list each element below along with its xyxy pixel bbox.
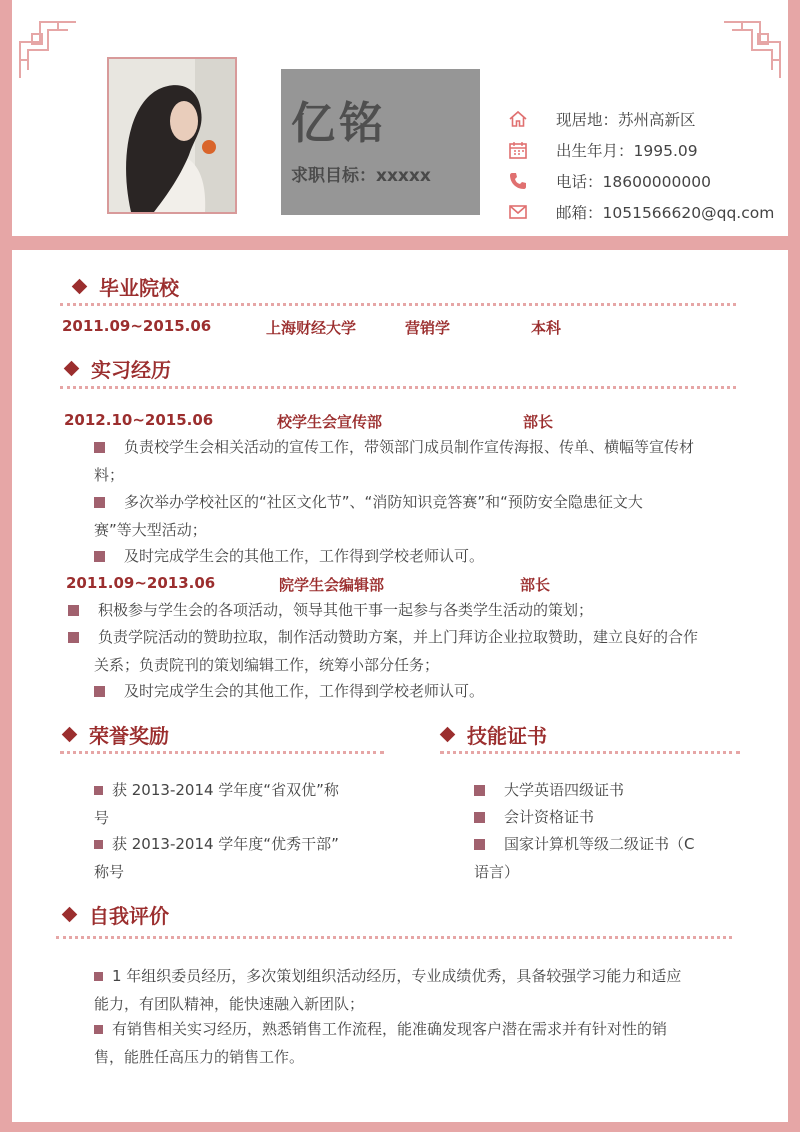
section-internship bbox=[66, 354, 171, 383]
section-title: 实习经历 bbox=[91, 358, 171, 382]
section-skills bbox=[442, 720, 547, 749]
home-icon bbox=[508, 109, 528, 129]
bullet-icon bbox=[94, 686, 105, 697]
name-card bbox=[281, 69, 480, 215]
bullet-icon bbox=[94, 840, 103, 849]
list-item: 大学英语四级证书 bbox=[474, 776, 744, 804]
divider bbox=[60, 303, 736, 306]
bullet-icon bbox=[94, 497, 105, 508]
education-degree: 本科 bbox=[531, 319, 562, 337]
education-major: 营销学 bbox=[405, 319, 451, 337]
divider bbox=[56, 936, 732, 939]
header-band bbox=[0, 236, 800, 250]
divider bbox=[440, 751, 740, 754]
diamond-icon bbox=[64, 361, 80, 377]
list-item: 获 2013-2014 学年度“省双优”称 号 bbox=[94, 781, 339, 827]
section-self-eval bbox=[64, 900, 169, 929]
list-item: 会计资格证书 bbox=[474, 803, 744, 831]
bullet-icon bbox=[68, 605, 79, 616]
bullet-icon bbox=[94, 972, 103, 981]
section-title: 技能证书 bbox=[467, 724, 547, 748]
section-title: 自我评价 bbox=[89, 904, 169, 928]
diamond-icon bbox=[62, 907, 78, 923]
divider bbox=[60, 751, 384, 754]
corner-ornament-right bbox=[722, 20, 782, 80]
list-item: 负责校学生会相关活动的宣传工作，带领部门成员制作宣传海报、传单、横幅等宣传材 料； bbox=[94, 438, 695, 484]
bullet-icon bbox=[94, 786, 103, 795]
education-school: 上海财经大学 bbox=[266, 319, 357, 337]
bullet-icon bbox=[68, 632, 79, 643]
bullet-icon bbox=[94, 442, 105, 453]
list-item: 获 2013-2014 学年度“优秀干部” 称号 bbox=[94, 835, 339, 881]
bullet-icon bbox=[474, 812, 485, 823]
job-org: 院学生会编辑部 bbox=[279, 576, 385, 594]
bullet-icon bbox=[94, 1025, 103, 1034]
contact-birth: 出生年月：1995.09 bbox=[508, 134, 774, 165]
divider bbox=[60, 386, 736, 389]
contact-phone: 电话：18600000000 bbox=[508, 165, 774, 196]
mail-icon bbox=[508, 202, 528, 222]
list-item: 及时完成学生会的其他工作，工作得到学校老师认可。 bbox=[94, 542, 744, 570]
job-period: 2012.10~2015.06 bbox=[64, 411, 214, 429]
diamond-icon bbox=[62, 727, 78, 743]
contact-email: 邮箱：1051566620@qq.com bbox=[508, 196, 774, 227]
profile-photo bbox=[107, 57, 237, 214]
section-education bbox=[74, 272, 179, 301]
list-item: 负责学院活动的赞助拉取，制作活动赞助方案，并上门拜访企业拉取赞助，建立良好的合作 关系；负责院刊的策划编辑工作，统筹小部分任务； bbox=[68, 623, 748, 679]
bullet-icon bbox=[474, 839, 485, 850]
contact-list bbox=[508, 103, 774, 227]
diamond-icon bbox=[72, 279, 88, 295]
job-org: 校学生会宣传部 bbox=[277, 413, 383, 431]
list-item: 有销售相关实习经历，熟悉销售工作流程，能准确发现客户潜在需求并有针对性的销 售，能胜任高压力的销售工作。 bbox=[94, 1020, 668, 1066]
list-item: 国家计算机等级二级证书（C 语言） bbox=[474, 835, 695, 881]
list-item: 积极参与学生会的各项活动，领导其他干事一起参与各类学生活动的策划； bbox=[68, 596, 748, 624]
job-role: 部长 bbox=[523, 413, 554, 431]
corner-ornament-left bbox=[18, 20, 78, 80]
job-target: 求职目标：xxxxx bbox=[291, 166, 431, 186]
contact-address: 现居地：苏州高新区 bbox=[508, 103, 774, 134]
section-title: 荣誉奖励 bbox=[89, 724, 169, 748]
list-item: 多次举办学校社区的“社区文化节”、“消防知识竞答赛”和“预防安全隐患征文大 赛”等大型活动； bbox=[94, 493, 643, 539]
candidate-name: 亿铭 bbox=[291, 98, 387, 149]
calendar-icon bbox=[508, 140, 528, 160]
bullet-icon bbox=[94, 551, 105, 562]
section-honors bbox=[64, 720, 169, 749]
list-item: 及时完成学生会的其他工作，工作得到学校老师认可。 bbox=[94, 677, 744, 705]
job-period: 2011.09~2013.06 bbox=[66, 574, 216, 592]
diamond-icon bbox=[440, 727, 456, 743]
phone-icon bbox=[508, 171, 528, 191]
section-title: 毕业院校 bbox=[99, 276, 179, 300]
job-role: 部长 bbox=[520, 576, 551, 594]
bullet-icon bbox=[474, 785, 485, 796]
education-period: 2011.09~2015.06 bbox=[62, 317, 212, 335]
list-item: 1 年组织委员经历，多次策划组织活动经历，专业成绩优秀，具备较强学习能力和适应 能力，有团队精神，能快速融入新团队； bbox=[94, 967, 682, 1013]
